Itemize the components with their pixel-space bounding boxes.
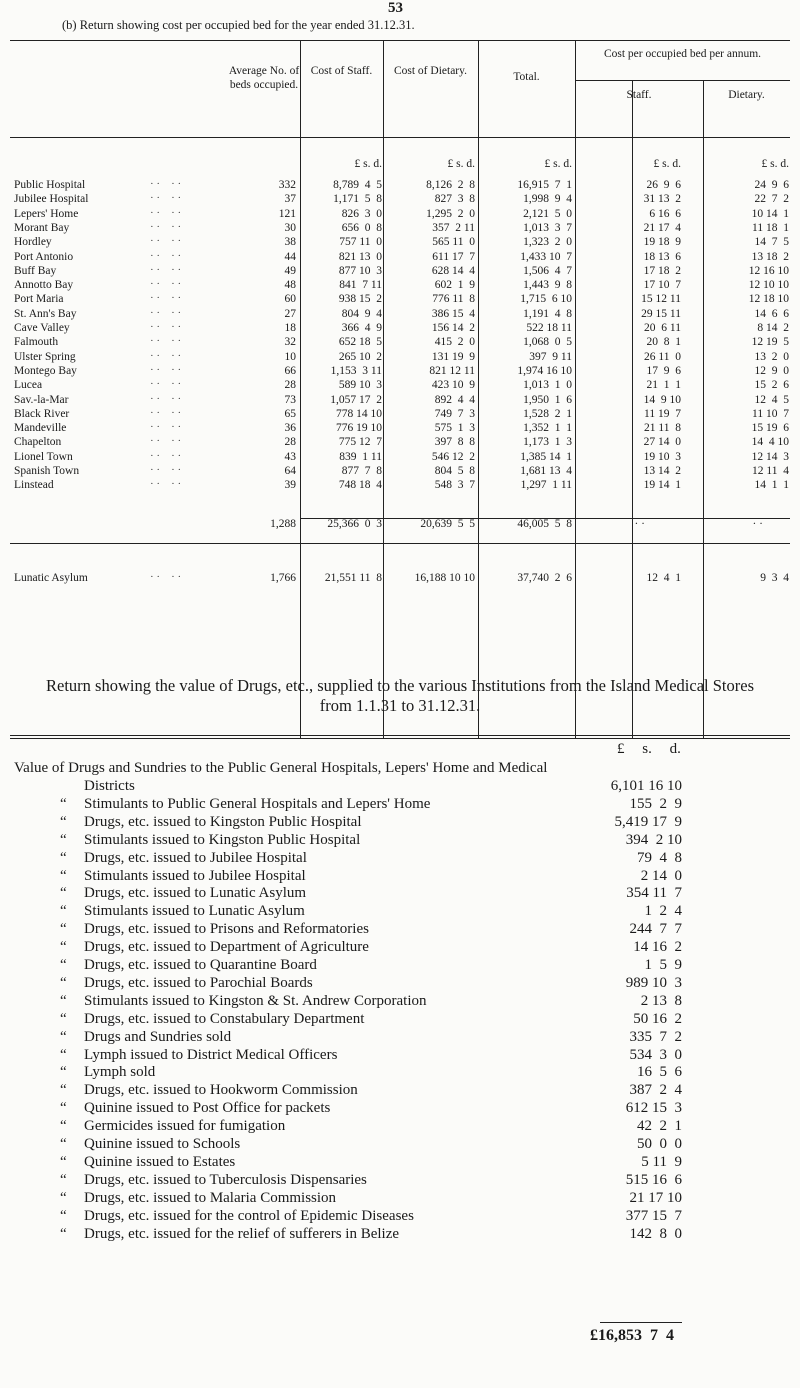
hospital-pdiet: 15 19 6	[751, 422, 789, 435]
leader-dots: · · · ·	[150, 306, 182, 319]
table-top-rule	[10, 40, 790, 41]
drug-item-label: Drugs, etc. issued to Tuberculosis Dispensaries	[84, 1171, 367, 1188]
hospital-pdiet: 12 14 3	[751, 450, 789, 463]
hospital-staff: 776 19 10	[336, 422, 382, 435]
hospital-name: St. Ann's Bay	[14, 307, 77, 320]
drug-item-label: Germicides issued for fumigation	[84, 1118, 286, 1135]
hospital-staff: 589 10 3	[338, 379, 382, 392]
page-number: 53	[388, 0, 403, 16]
leader-dots: · · · ·	[150, 192, 182, 205]
ditto-mark: “	[60, 1118, 67, 1135]
ditto-mark: “	[60, 885, 67, 902]
hospital-pdiet: 13 18 2	[751, 250, 789, 263]
hospital-pdiet: 14 1 1	[754, 479, 789, 492]
hospital-beds: 18	[284, 322, 296, 334]
ditto-mark: “	[60, 903, 67, 920]
leader-dots: · · · ·	[150, 406, 182, 419]
hospital-pstaff: 19 18 9	[643, 236, 681, 249]
hospital-pstaff: 17 9 6	[646, 364, 681, 377]
hospital-beds: 73	[284, 393, 296, 406]
hospital-staff: 804 9 4	[341, 307, 382, 320]
hospital-dietary: 804 5 8	[434, 465, 475, 477]
ditto-mark: “	[60, 1136, 67, 1152]
hospital-pdiet: 12 11 4	[752, 465, 789, 477]
leader-dots: · · · ·	[150, 435, 182, 448]
hospital-staff: 265 10 2	[338, 350, 382, 363]
drug-item-amount: 515 16 6	[625, 1171, 682, 1188]
hospital-pstaff: 26 11 0	[644, 350, 681, 363]
drug-item-label: Stimulants issued to Jubilee Hospital	[84, 867, 306, 884]
drug-item-label: Drugs, etc. issued to Department of Agriculture	[84, 939, 369, 956]
hospital-total: 1,506 4 7	[523, 264, 572, 277]
hospital-total: 1,974 16 10	[517, 364, 572, 377]
ditto-mark: “	[60, 1153, 67, 1170]
hospital-pstaff: 11 19 7	[644, 407, 681, 420]
drug-item-amount: 377 15 7	[625, 1207, 682, 1224]
hospital-beds: 65	[284, 407, 296, 420]
hospital-total: 1,433 10 7	[520, 250, 572, 263]
leader-dots: · · · ·	[150, 321, 182, 333]
drug-item-amount: 21 17 10	[629, 1189, 682, 1206]
leader-dots: · · · ·	[150, 478, 182, 491]
table-bottom-rule	[10, 735, 790, 736]
table-bottom-rule-2	[10, 738, 790, 739]
hospital-staff: 877 10 3	[338, 264, 382, 277]
hospital-beds: 28	[284, 436, 296, 449]
asylum-name: Lunatic Asylum	[14, 572, 88, 584]
leader-dots: · · · ·	[150, 235, 182, 248]
hospital-name: Buff Bay	[14, 264, 57, 277]
drug-item-amount: 79 4 8	[637, 849, 682, 866]
hospital-total: 1,352 1 1	[523, 422, 572, 435]
drug-item-label: Drugs, etc. issued to Malaria Commission	[84, 1189, 337, 1206]
hospital-name: Chapelton	[14, 436, 62, 449]
hospital-beds: 28	[284, 379, 296, 392]
asylum-beds: 1,766	[270, 572, 296, 584]
leader-dots: · · · ·	[150, 335, 182, 348]
hospital-dietary: 827 3 8	[434, 193, 475, 206]
hospital-dietary: 423 10 9	[431, 379, 475, 392]
subtotal-staff: 25,366 0 3	[327, 518, 382, 530]
ditto-mark: “	[60, 992, 67, 1009]
hospital-pdiet: 14 6 6	[754, 307, 789, 320]
ditto-mark: “	[60, 921, 67, 938]
hospital-dietary: 892 4 4	[434, 393, 475, 406]
ditto-mark: “	[60, 1189, 67, 1206]
hospital-total: 16,915 7 1	[517, 179, 572, 191]
hospital-pdiet: 14 4 10	[751, 436, 789, 449]
ditto-mark: “	[60, 1171, 67, 1188]
drug-item-label: Lymph issued to District Medical Officers	[84, 1046, 338, 1063]
drug-item-amount: 42 2 1	[637, 1118, 682, 1135]
hospital-pdiet: 12 9 0	[754, 364, 789, 377]
drug-item-label: Drugs, etc. issued to Lunatic Asylum	[84, 885, 307, 902]
drug-item-amount: 244 7 7	[629, 921, 682, 938]
drug-item-label: Drugs, etc. issued to Parochial Boards	[84, 974, 313, 991]
drug-item-amount: 5 11 9	[641, 1153, 682, 1170]
hospital-pstaff: 26 9 6	[646, 179, 681, 191]
hospital-staff: 656 0 8	[341, 221, 382, 234]
asylum-total: 37,740 2 6	[517, 572, 572, 584]
total-rule	[600, 1322, 682, 1323]
drug-item-label: Districts	[84, 778, 135, 794]
drug-item-amount: 394 2 10	[625, 831, 682, 848]
hospital-pdiet: 10 14 1	[751, 207, 789, 220]
hospital-total: 1,715 6 10	[520, 293, 572, 306]
currency-header: £ s. d.	[354, 158, 382, 170]
ditto-mark: “	[60, 849, 67, 866]
header-per-dietary: Dietary.	[728, 89, 765, 101]
drug-item-amount: 989 10 3	[625, 974, 682, 991]
hospital-pdiet: 13 2 0	[754, 350, 789, 363]
hospital-total: 522 18 11	[526, 322, 572, 334]
hospital-pstaff: 14 9 10	[643, 393, 681, 406]
drug-item-label: Quinine issued to Post Office for packets	[84, 1100, 331, 1117]
drug-item-amount: 534 3 0	[629, 1046, 682, 1063]
hospital-total: 1,297 1 11	[520, 479, 572, 492]
drug-item-label: Stimulants to Public General Hospitals and Lepers' Home	[84, 795, 431, 812]
hospital-total: 2,121 5 0	[523, 207, 572, 220]
hospital-staff: 938 15 2	[338, 293, 382, 306]
hospital-beds: 32	[284, 336, 296, 349]
hospital-total: 1,013 3 7	[523, 221, 572, 234]
hospital-pdiet: 11 18 1	[752, 221, 789, 234]
hospital-beds: 66	[284, 364, 296, 377]
subtotal-per-staff: · ·	[634, 518, 645, 530]
ditto-mark: “	[60, 957, 67, 973]
drug-item-label: Drugs and Sundries sold	[84, 1028, 232, 1045]
hospital-total: 1,173 1 3	[523, 436, 572, 449]
header-cost-staff: Cost of Staff.	[310, 65, 373, 77]
drug-item-label: Drugs, etc. issued to Jubilee Hospital	[84, 849, 307, 866]
hospital-total: 397 9 11	[529, 350, 572, 363]
leader-dots: · · · ·	[150, 378, 182, 391]
hospital-staff: 839 1 11	[339, 450, 382, 463]
asylum-staff: 21,551 11 8	[324, 572, 382, 584]
hospital-total: 1,068 0 5	[523, 336, 572, 349]
drug-item-amount: 16 5 6	[637, 1064, 682, 1081]
drug-item-label: Drugs, etc. issued to Constabulary Department	[84, 1010, 365, 1027]
drug-item-label: Stimulants issued to Kingston Public Hospital	[84, 831, 361, 848]
hospital-name: Spanish Town	[14, 465, 80, 477]
drug-item-amount: 5,419 17 9	[614, 813, 682, 830]
hospital-dietary: 357 2 11	[432, 221, 475, 234]
hospital-total: 1,013 1 0	[523, 379, 572, 392]
hospital-beds: 37	[284, 193, 296, 206]
header-avg-beds: Average No. of beds occupied.	[228, 65, 300, 91]
hospital-total: 1,191 4 8	[523, 307, 572, 320]
hospital-total: 1,681 13 4	[520, 465, 572, 477]
hospital-pdiet: 22 7 2	[754, 193, 789, 206]
asylum-per-dietary: 9 3 4	[760, 572, 789, 584]
drug-item-amount: 1 5 9	[644, 957, 682, 973]
hospital-total: 1,528 2 1	[523, 407, 572, 420]
hospital-name: Black River	[14, 407, 70, 420]
asylum-per-staff: 12 4 1	[646, 572, 681, 584]
hospital-pstaff: 19 14 1	[643, 479, 681, 492]
ditto-mark: “	[60, 867, 67, 884]
header-bottom-rule	[10, 137, 790, 138]
hospital-beds: 332	[278, 179, 296, 191]
hospital-pdiet: 12 10 10	[748, 279, 789, 292]
leader-dots: · · · ·	[150, 571, 182, 583]
table-title: (b) Return showing cost per occupied bed for the year ended 31.12.31.	[62, 18, 415, 32]
hospital-name: Montego Bay	[14, 364, 77, 377]
hospital-staff: 1,057 17 2	[330, 393, 382, 406]
hospital-pstaff: 17 10 7	[643, 279, 681, 292]
hospital-total: 1,998 9 4	[523, 193, 572, 206]
hospital-beds: 27	[284, 307, 296, 320]
hospital-pstaff: 20 8 1	[646, 336, 681, 349]
hospital-staff: 748 18 4	[338, 479, 382, 492]
hospital-name: Port Maria	[14, 293, 64, 306]
hospital-staff: 366 4 9	[341, 322, 382, 334]
subtotal-total: 46,005 5 8	[517, 518, 572, 530]
hospital-pstaff: 6 16 6	[649, 207, 681, 220]
leader-dots: · · · ·	[150, 292, 182, 305]
hospital-name: Lepers' Home	[14, 207, 79, 220]
hospital-staff: 826 3 0	[341, 207, 382, 220]
hospital-pdiet: 15 2 6	[754, 379, 789, 392]
hospital-pdiet: 12 18 10	[748, 293, 789, 306]
ditto-mark: “	[60, 974, 67, 991]
hospital-pstaff: 17 18 2	[643, 264, 681, 277]
leader-dots: · · · ·	[150, 263, 182, 276]
hospital-pdiet: 12 4 5	[754, 393, 789, 406]
hospital-name: Sav.-la-Mar	[14, 393, 69, 406]
drug-item-amount: 354 11 7	[626, 885, 682, 902]
drug-item-label: Drugs, etc. issued to Prisons and Reformatories	[84, 921, 369, 938]
drug-item-label: Drugs, etc. issued to Quarantine Board	[84, 957, 317, 973]
leader-dots: · · · ·	[150, 449, 182, 462]
hospital-pdiet: 11 10 7	[752, 407, 789, 420]
hospital-beds: 39	[284, 479, 296, 492]
drug-item-label: Drugs, etc. issued for the control of Epidemic Diseases	[84, 1207, 414, 1224]
hospital-name: Cave Valley	[14, 322, 70, 334]
hospital-staff: 778 14 10	[336, 407, 382, 420]
hospital-name: Jubilee Hospital	[14, 193, 89, 206]
leader-dots: · · · ·	[150, 206, 182, 219]
currency-header: £ s. d.	[447, 158, 475, 170]
hospital-name: Falmouth	[14, 336, 59, 349]
per-bed-subrule	[575, 80, 790, 81]
hospital-pstaff: 13 14 2	[643, 465, 681, 477]
hospital-dietary: 821 12 11	[429, 364, 475, 377]
hospital-staff: 1,171 5 8	[333, 193, 382, 206]
return-title-line1: Return showing the value of Drugs, etc., supplied to the various Institutions from the Island Medical Stores	[45, 676, 754, 695]
currency-header: £ s. d.	[544, 158, 572, 170]
hospital-name: Mandeville	[14, 422, 67, 435]
header-total: Total.	[513, 71, 540, 83]
drug-item-amount: 6,101 16 10	[610, 778, 682, 794]
hospital-dietary: 131 19 9	[431, 350, 475, 363]
drug-item-amount: 335 7 2	[629, 1028, 682, 1045]
hospital-staff: 1,153 3 11	[330, 364, 382, 377]
ditto-mark: “	[60, 1046, 67, 1063]
drug-item-label: Quinine issued to Schools	[84, 1136, 241, 1152]
leader-dots: · · · ·	[150, 220, 182, 233]
drug-item-amount: 612 15 3	[625, 1100, 682, 1117]
hospital-pstaff: 21 1 1	[646, 379, 681, 392]
hospital-dietary: 8,126 2 8	[426, 179, 475, 191]
hospital-beds: 30	[284, 221, 296, 234]
drug-item-label: Drugs, etc. issued for the relief of sufferers in Belize	[84, 1225, 400, 1242]
hospital-beds: 38	[284, 236, 296, 249]
hospital-beds: 44	[284, 250, 296, 263]
hospital-pstaff: 31 13 2	[643, 193, 681, 206]
hospital-dietary: 611 17 7	[432, 250, 475, 263]
hospital-pdiet: 12 16 10	[748, 264, 789, 277]
hospital-name: Morant Bay	[14, 221, 70, 234]
drug-item-amount: 2 13 8	[640, 992, 682, 1009]
leader-dots: · · · ·	[150, 421, 182, 434]
hospital-pstaff: 29 15 11	[641, 307, 681, 320]
ditto-mark: “	[60, 795, 67, 812]
hospital-beds: 64	[284, 465, 296, 477]
lsd-header: £ s. d.	[617, 741, 681, 757]
drug-item-label: Lymph sold	[84, 1064, 156, 1081]
ditto-mark: “	[60, 1028, 67, 1045]
hospital-pdiet: 12 19 5	[751, 336, 789, 349]
hospital-dietary: 575 1 3	[434, 422, 475, 435]
hospital-beds: 43	[284, 450, 296, 463]
hospital-staff: 652 18 5	[338, 336, 382, 349]
hospital-total: 1,950 1 6	[523, 393, 572, 406]
hospital-dietary: 749 7 3	[434, 407, 475, 420]
ditto-mark: “	[60, 1064, 67, 1081]
hospital-beds: 36	[284, 422, 296, 435]
hospital-staff: 757 11 0	[339, 236, 382, 249]
drug-item-label: Stimulants issued to Kingston & St. Andrew Corporation	[84, 992, 427, 1009]
leader-dots: · · · ·	[150, 392, 182, 405]
ditto-mark: “	[60, 1100, 67, 1117]
header-cost-dietary: Cost of Dietary.	[393, 65, 468, 77]
hospital-pdiet: 24 9 6	[754, 179, 789, 191]
currency-header: £ s. d.	[653, 158, 681, 170]
hospital-dietary: 386 15 4	[431, 307, 475, 320]
hospital-dietary: 628 14 4	[431, 264, 475, 277]
drug-item-amount: 14 16 2	[633, 939, 682, 956]
ditto-mark: “	[60, 939, 67, 956]
hospital-staff: 8,789 4 5	[333, 179, 382, 191]
hospital-pstaff: 20 6 11	[644, 322, 681, 334]
ditto-mark: “	[60, 831, 67, 848]
ditto-mark: “	[60, 1225, 67, 1242]
header-per-staff: Staff.	[626, 89, 652, 101]
leader-dots: · · · ·	[150, 278, 182, 291]
drug-item-amount: 1 2 4	[644, 903, 682, 920]
hospital-pdiet: 14 7 5	[754, 236, 789, 249]
hospital-dietary: 415 2 0	[434, 336, 475, 349]
hospital-beds: 49	[284, 264, 296, 277]
hospital-dietary: 602 1 9	[434, 279, 475, 292]
drug-item-amount: 142 8 0	[629, 1225, 682, 1242]
ditto-mark: “	[60, 813, 67, 830]
hospital-dietary: 1,295 2 0	[426, 207, 475, 220]
hospital-name: Hordley	[14, 236, 52, 249]
hospital-dietary: 548 3 7	[434, 479, 475, 492]
hospital-total: 1,443 9 8	[523, 279, 572, 292]
hospital-beds: 60	[284, 293, 296, 306]
hospital-name: Ulster Spring	[14, 350, 76, 363]
ditto-mark: “	[60, 1010, 67, 1027]
subtotal-dietary: 20,639 5 5	[420, 518, 475, 530]
hospital-staff: 821 13 0	[338, 250, 382, 263]
hospital-pdiet: 8 14 2	[757, 322, 789, 334]
subtotal-bottom-rule	[10, 543, 790, 544]
leader-dots: · · · ·	[150, 363, 182, 376]
leader-dots: · · · ·	[150, 349, 182, 362]
asylum-dietary: 16,188 10 10	[414, 572, 475, 584]
hospital-name: Port Antonio	[14, 250, 74, 263]
subtotal-beds: 1,288	[270, 518, 296, 530]
hospital-name: Annotto Bay	[14, 279, 74, 292]
hospital-staff: 841 7 11	[339, 279, 382, 292]
drugs-intro: Value of Drugs and Sundries to the Public General Hospitals, Lepers' Home and Medical	[14, 760, 548, 776]
hospital-dietary: 397 8 8	[434, 436, 475, 449]
drug-item-label: Drugs, etc. issued to Hookworm Commission	[84, 1082, 358, 1099]
drug-item-amount: 50 16 2	[633, 1010, 682, 1027]
hospital-name: Public Hospital	[14, 179, 86, 191]
hospital-dietary: 546 12 2	[431, 450, 475, 463]
hospital-staff: 775 12 7	[338, 436, 382, 449]
drug-item-amount: 155 2 9	[629, 795, 682, 812]
hospital-pstaff: 18 13 6	[643, 250, 681, 263]
hospital-dietary: 776 11 8	[432, 293, 475, 306]
hospital-pstaff: 27 14 0	[643, 436, 681, 449]
grand-total: £16,853 7 4	[590, 1327, 674, 1344]
hospital-total: 1,385 14 1	[520, 450, 572, 463]
hospital-beds: 48	[284, 279, 296, 292]
return-title-line2: from 1.1.31 to 31.12.31.	[319, 696, 481, 715]
leader-dots: · · · ·	[150, 249, 182, 262]
drug-item-label: Stimulants issued to Lunatic Asylum	[84, 903, 305, 920]
hospital-name: Lionel Town	[14, 450, 73, 463]
currency-header: £ s. d.	[761, 158, 789, 170]
drug-item-amount: 387 2 4	[629, 1082, 682, 1099]
ditto-mark: “	[60, 1082, 67, 1099]
ditto-mark: “	[60, 1207, 67, 1224]
hospital-pstaff: 19 10 3	[643, 450, 681, 463]
hospital-staff: 877 7 8	[341, 465, 382, 477]
hospital-dietary: 565 11 0	[432, 236, 475, 249]
hospital-pstaff: 15 12 11	[641, 293, 681, 306]
drug-item-label: Drugs, etc. issued to Kingston Public Hospital	[84, 813, 362, 830]
leader-dots: · · · ·	[150, 178, 182, 190]
drug-item-label: Quinine issued to Estates	[84, 1153, 236, 1170]
hospital-name: Linstead	[14, 479, 54, 492]
hospital-beds: 10	[284, 350, 296, 363]
subtotal-per-dietary: · ·	[752, 518, 763, 530]
hospital-pstaff: 21 17 4	[643, 221, 681, 234]
drug-item-amount: 50 0 0	[637, 1136, 682, 1152]
hospital-name: Lucea	[14, 379, 43, 392]
hospital-pstaff: 21 11 8	[644, 422, 681, 435]
leader-dots: · · · ·	[150, 464, 182, 476]
drug-item-amount: 2 14 0	[640, 867, 682, 884]
hospital-total: 1,323 2 0	[523, 236, 572, 249]
hospital-dietary: 156 14 2	[431, 322, 475, 334]
hospital-beds: 121	[278, 207, 296, 220]
header-cost-per-bed: Cost per occupied bed per annum.	[603, 48, 762, 60]
